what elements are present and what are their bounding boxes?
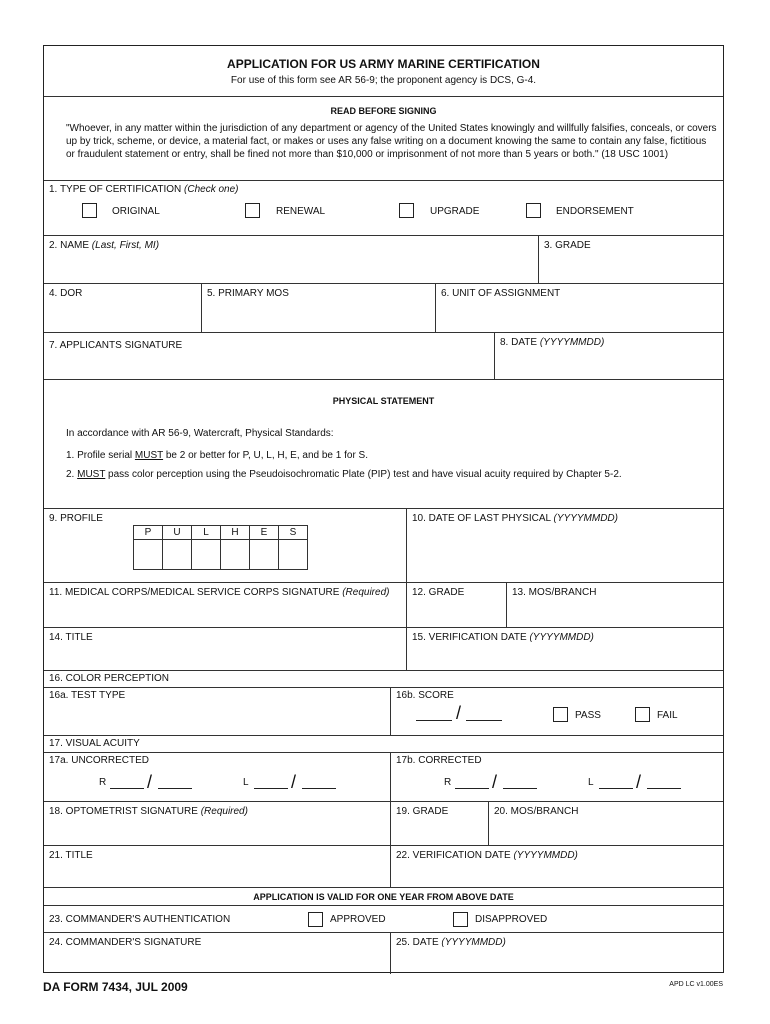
corrected-r-label: R (444, 777, 452, 788)
signature-date-label-text: 8. DATE (500, 337, 538, 348)
validity-row (44, 888, 723, 906)
optometrist-verification-date-label-text: 22. VERIFICATION DATE (396, 850, 511, 861)
last-physical-date-label-text: 10. DATE OF LAST PHYSICAL (412, 513, 551, 524)
form-frame (43, 45, 724, 973)
physical-item-1-must: MUST (134, 450, 164, 461)
original-checkbox[interactable] (82, 203, 97, 218)
uncorrected-r-slash: / (147, 772, 153, 792)
profile-col-u: U (163, 526, 192, 540)
profile-value-u[interactable] (163, 540, 192, 570)
upgrade-label: UPGRADE (430, 206, 480, 217)
commander-authentication-row (44, 906, 723, 933)
medical-signature-row (44, 583, 723, 628)
profile-label: 9. PROFILE (49, 513, 103, 524)
medical-title-row (44, 628, 723, 671)
certification-type-label (49, 184, 239, 195)
fail-checkbox[interactable] (635, 707, 650, 722)
optometrist-title-label: 21. TITLE (49, 850, 93, 861)
profile-value-s[interactable] (279, 540, 308, 570)
grade-label: 3. GRADE (544, 240, 591, 251)
renewal-label: RENEWAL (276, 206, 326, 217)
signature-date-row (44, 333, 723, 380)
profile-value-h[interactable] (221, 540, 250, 570)
dor-label: 4. DOR (49, 288, 83, 299)
medical-signature-field[interactable] (44, 583, 406, 627)
score-label: 16b. SCORE (396, 690, 454, 701)
test-type-field[interactable] (44, 688, 390, 735)
corrected-r-denominator[interactable] (503, 788, 537, 789)
last-physical-date-label (412, 513, 618, 524)
medical-mos-branch-label: 13. MOS/BRANCH (512, 587, 597, 598)
profile-col-l: L (192, 526, 221, 540)
commander-authentication-label: 23. COMMANDER'S AUTHENTICATION (49, 914, 231, 925)
medical-mos-branch-field[interactable] (506, 583, 723, 627)
profile-table (133, 525, 308, 570)
commander-date-label-text: 25. DATE (396, 937, 439, 948)
disapproved-checkbox[interactable] (453, 912, 468, 927)
form-subtitle: For use of this form see AR 56-9; the proponent agency is DCS, G-4. (230, 75, 537, 86)
endorsement-label: ENDORSEMENT (556, 206, 634, 217)
dor-mos-unit-row (44, 284, 723, 333)
signature-date-label (500, 337, 604, 348)
optometrist-title-row (44, 846, 723, 888)
uncorrected-l-slash: / (291, 772, 297, 792)
medical-signature-label-text: 11. MEDICAL CORPS/MEDICAL SERVICE CORPS SIGNATURE (49, 587, 340, 598)
corrected-l-slash: / (636, 772, 642, 792)
uncorrected-r-numerator[interactable] (110, 788, 144, 789)
profile-col-p: P (134, 526, 163, 540)
commander-date-hint: (YYYYMMDD) (441, 937, 506, 948)
physical-item-2 (66, 469, 622, 480)
name-field[interactable] (44, 236, 538, 283)
color-perception-heading-row (44, 671, 723, 688)
medical-signature-hint: (Required) (342, 587, 390, 598)
visual-acuity-label: 17. VISUAL ACUITY (49, 738, 140, 749)
name-hint: (Last, First, MI) (91, 240, 160, 251)
optometrist-signature-row (44, 802, 723, 846)
renewal-checkbox[interactable] (245, 203, 260, 218)
warning-text: "Whoever, in any matter within the jurisdiction of any department or agency of the United States knowingly and willfully falsifies, conceals, or covers up by trick, scheme, or device, a material fact, or makes or uses any false writing on a document knowing the same to contain any false, fictitious or fraudulent statement or entry, shall be fined not more than $10,000 or imprisonment of not more than 5 years or both." (18 USC 1001) (66, 123, 717, 160)
name-label (49, 240, 159, 251)
uncorrected-r-denominator[interactable] (158, 788, 192, 789)
profile-physical-row (44, 509, 723, 583)
corrected-r-slash: / (492, 772, 498, 792)
score-denominator-input[interactable] (466, 720, 502, 721)
profile-value-l[interactable] (192, 540, 221, 570)
uncorrected-l-denominator[interactable] (302, 788, 336, 789)
approved-checkbox[interactable] (308, 912, 323, 927)
test-type-label: 16a. TEST TYPE (49, 690, 126, 701)
certification-type-row (44, 181, 723, 236)
uncorrected-l-label: L (243, 777, 249, 788)
profile-col-e: E (250, 526, 279, 540)
uncorrected-r-label: R (99, 777, 107, 788)
visual-acuity-row (44, 753, 723, 802)
physical-statement-title: PHYSICAL STATEMENT (332, 396, 435, 406)
endorsement-checkbox[interactable] (526, 203, 541, 218)
commander-date-field[interactable] (390, 933, 723, 974)
certification-type-hint: (Check one) (184, 184, 239, 195)
profile-col-h: H (221, 526, 250, 540)
medical-grade-label: 12. GRADE (412, 587, 465, 598)
optometrist-mos-branch-field[interactable] (488, 802, 723, 845)
pass-checkbox[interactable] (553, 707, 568, 722)
name-grade-row (44, 236, 723, 284)
dor-field[interactable] (44, 284, 201, 332)
physical-item-1-post: be 2 or better for P, U, L, H, E, and be 1 for S. (163, 450, 369, 461)
medical-title-field[interactable] (44, 628, 406, 670)
score-field (390, 688, 723, 735)
last-physical-date-field[interactable] (406, 509, 723, 582)
last-physical-date-hint: (YYYYMMDD) (553, 513, 618, 524)
name-label-text: 2. NAME (49, 240, 90, 251)
approved-label: APPROVED (330, 914, 386, 925)
unit-of-assignment-field[interactable] (435, 284, 723, 332)
signature-date-field[interactable] (494, 333, 723, 379)
profile-value-e[interactable] (250, 540, 279, 570)
commander-signature-field[interactable] (44, 933, 390, 974)
corrected-l-numerator[interactable] (599, 788, 633, 789)
certification-type-label-text: 1. TYPE OF CERTIFICATION (49, 184, 182, 195)
medical-title-label: 14. TITLE (49, 632, 93, 643)
unit-of-assignment-label: 6. UNIT OF ASSIGNMENT (441, 288, 561, 299)
physical-item-2-must: MUST (77, 469, 106, 480)
corrected-label: 17b. CORRECTED (396, 755, 482, 766)
physical-intro: In accordance with AR 56-9, Watercraft, Physical Standards: (66, 428, 334, 439)
visual-acuity-heading-row (44, 736, 723, 753)
profile-field (44, 509, 406, 582)
optometrist-verification-date-hint: (YYYYMMDD) (513, 850, 578, 861)
optometrist-signature-field[interactable] (44, 802, 390, 845)
signature-date-hint: (YYYYMMDD) (539, 337, 605, 348)
color-perception-row (44, 688, 723, 736)
corrected-field (390, 753, 723, 801)
validity-text: APPLICATION IS VALID FOR ONE YEAR FROM ABOVE DATE (253, 892, 514, 902)
medical-verification-date-label (412, 632, 594, 643)
form-title: APPLICATION FOR US ARMY MARINE CERTIFICATION (227, 57, 540, 71)
applicant-signature-field[interactable] (44, 333, 494, 379)
applicant-signature-label: 7. APPLICANTS SIGNATURE (49, 340, 183, 351)
optometrist-verification-date-field[interactable] (390, 846, 723, 887)
fail-label: FAIL (657, 710, 678, 721)
corrected-l-denominator[interactable] (647, 788, 681, 789)
optometrist-signature-label (49, 806, 248, 817)
uncorrected-l-numerator[interactable] (254, 788, 288, 789)
pass-label: PASS (575, 710, 601, 721)
medical-grade-field[interactable] (406, 583, 506, 627)
physical-item-1-pre: 1. Profile serial (66, 450, 135, 461)
optometrist-grade-label: 19. GRADE (396, 806, 449, 817)
form-header (44, 46, 723, 181)
physical-item-1 (66, 450, 368, 461)
optometrist-signature-hint: (Required) (200, 806, 248, 817)
score-slash: / (456, 703, 462, 723)
medical-verification-date-hint: (YYYYMMDD) (529, 632, 594, 643)
optometrist-verification-date-label (396, 850, 578, 861)
score-numerator-input[interactable] (416, 720, 452, 721)
uncorrected-label: 17a. UNCORRECTED (49, 755, 150, 766)
color-perception-label: 16. COLOR PERCEPTION (49, 673, 170, 684)
disapproved-label: DISAPPROVED (475, 914, 548, 925)
form-version: APD LC v1.00ES (669, 981, 723, 988)
corrected-l-label: L (588, 777, 594, 788)
profile-col-s: S (279, 526, 308, 540)
medical-verification-date-field[interactable] (406, 628, 723, 670)
commander-signature-label: 24. COMMANDER'S SIGNATURE (49, 937, 202, 948)
corrected-r-numerator[interactable] (455, 788, 489, 789)
optometrist-title-field[interactable] (44, 846, 390, 887)
original-label: ORIGINAL (112, 206, 160, 217)
optometrist-grade-field[interactable] (390, 802, 488, 845)
physical-item-2-pre: 2. (66, 469, 78, 480)
upgrade-checkbox[interactable] (399, 203, 414, 218)
form-id: DA FORM 7434, JUL 2009 (43, 980, 188, 994)
optometrist-signature-label-text: 18. OPTOMETRIST SIGNATURE (49, 806, 198, 817)
physical-statement-section (44, 380, 723, 509)
medical-signature-label (49, 587, 389, 598)
grade-field[interactable] (538, 236, 723, 283)
physical-item-2-post: pass color perception using the Pseudoisochromatic Plate (PIP) test and have visual acuity required by Chapter 5-2. (105, 469, 622, 480)
uncorrected-field (44, 753, 390, 801)
commander-signature-row (44, 933, 723, 974)
primary-mos-label: 5. PRIMARY MOS (207, 288, 289, 299)
primary-mos-field[interactable] (201, 284, 435, 332)
profile-value-p[interactable] (134, 540, 163, 570)
commander-date-label (396, 937, 506, 948)
optometrist-mos-branch-label: 20. MOS/BRANCH (494, 806, 579, 817)
medical-verification-date-label-text: 15. VERIFICATION DATE (412, 632, 527, 643)
read-before-heading: READ BEFORE SIGNING (330, 106, 437, 116)
